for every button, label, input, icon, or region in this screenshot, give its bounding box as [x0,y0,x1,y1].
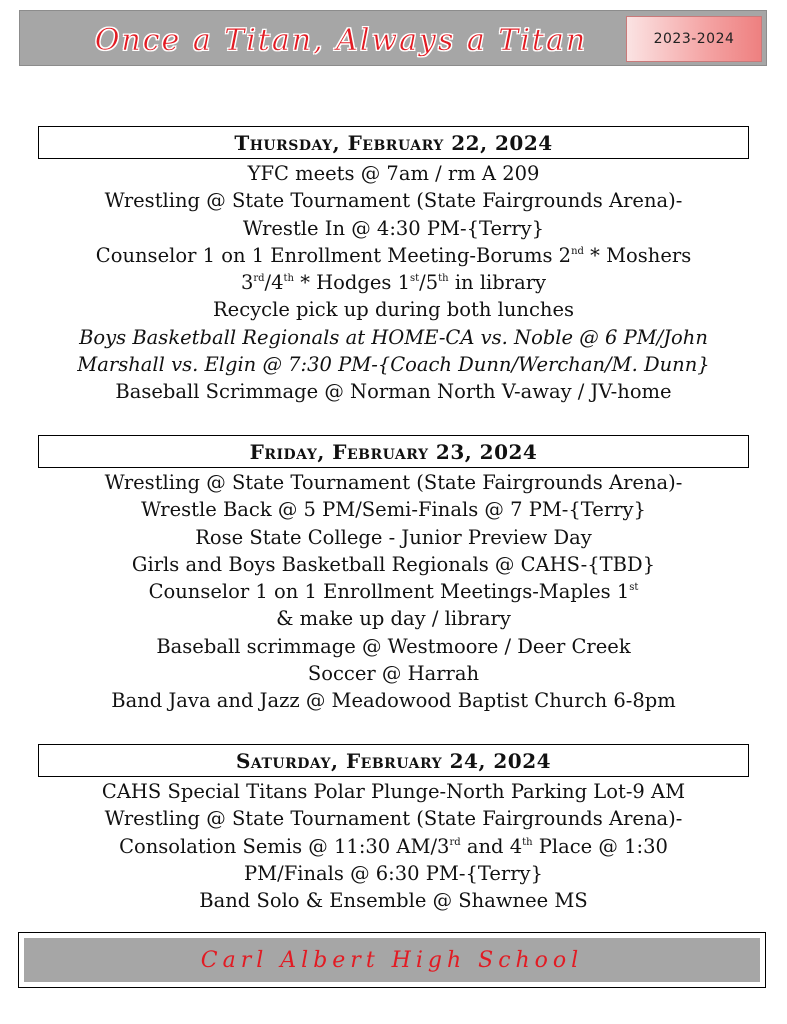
event-text: & make up day / library [276,607,511,631]
event-text: Wrestling @ State Tournament (State Fairgrounds Arena)- [104,471,683,494]
event-line [30,860,757,887]
event-text: Boys Basketball Regionals at HOME-CA vs. Noble @ 6 PM/John [79,325,708,349]
event-line [30,324,757,351]
event-text: Wrestling @ State Tournament (State Fairgrounds Arena)- [104,189,683,213]
day-events-saturday [30,778,757,914]
event-text: * Hodges 1 [294,271,411,295]
event-line [30,578,757,605]
event-text: in library [448,271,547,295]
ordinal-suffix: nd [571,245,584,257]
school-year-badge: 2023-2024 [626,16,762,62]
footer-inner [24,938,760,982]
event-text: PM/Finals @ 6:30 PM-{Terry} [244,861,543,885]
page-title: Once a Titan, Always a Titan [94,23,588,58]
event-text: Wrestle In @ 4:30 PM-{Terry} [242,216,545,240]
event-line [30,215,757,242]
event-text: Soccer @ Harrah [307,662,480,686]
event-line [30,296,757,323]
ordinal-suffix: rd [253,273,265,285]
event-line [30,687,757,714]
event-text: Marshall vs. Elgin @ 7:30 PM-{Coach Dunn/Werchan/M. Dunn} [77,353,710,377]
ordinal-suffix: th [522,836,533,848]
event-text: /4 [264,271,284,295]
event-text: Rose State College - Junior Preview Day [195,525,592,549]
event-text: * Moshers [583,243,692,267]
event-line [30,496,757,523]
event-line [30,551,757,578]
event-line [30,524,757,551]
day-heading-saturday: Saturday, February 24, 2024 [38,744,749,777]
event-line [30,633,757,660]
event-text: Band Java and Jazz @ Meadowood Baptist Church 6-8pm [111,689,676,713]
school-name: Carl Albert High School [200,947,584,973]
event-line [30,805,757,832]
ordinal-suffix: st [629,582,639,594]
day-heading-thursday: Thursday, February 22, 2024 [38,126,749,159]
event-line [30,605,757,632]
event-line [30,269,757,296]
event-line [30,378,757,405]
event-text: CAHS Special Titans Polar Plunge-North Parking Lot-9 AM [101,780,686,803]
event-text: Wrestling @ State Tournament (State Fairgrounds Arena)- [104,807,683,831]
event-line [30,351,757,378]
event-text: Baseball Scrimmage @ Norman North V-away / JV-home [115,380,672,404]
event-text: Girls and Boys Basketball Regionals @ CAHS-{TBD} [131,552,656,576]
event-line [30,833,757,860]
ordinal-suffix: th [283,273,294,285]
event-text: Band Solo & Ensemble @ Shawnee MS [199,889,588,913]
ordinal-suffix: th [438,273,449,285]
day-events-thursday [30,160,757,406]
event-text: /5 [419,271,439,295]
event-text: 3 [240,271,254,295]
event-line [30,778,757,805]
event-line [30,887,757,914]
header-banner [19,10,767,66]
event-text: Place @ 1:30 [532,834,668,858]
event-line [30,660,757,687]
event-text: and 4 [460,834,523,858]
event-text: Counselor 1 on 1 Enrollment Meeting-Borums 2 [95,243,572,267]
day-events-friday [30,469,757,715]
ordinal-suffix: rd [449,836,461,848]
event-text: Wrestle Back @ 5 PM/Semi-Finals @ 7 PM-{Terry} [141,498,646,522]
event-text: YFC meets @ 7am / rm A 209 [247,162,540,185]
ordinal-suffix: st [410,273,420,285]
event-text: Counselor 1 on 1 Enrollment Meetings-Maples 1 [148,580,630,604]
day-heading-friday: Friday, February 23, 2024 [38,435,749,468]
event-text: Recycle pick up during both lunches [213,298,574,322]
event-text: Baseball scrimmage @ Westmoore / Deer Creek [156,634,631,658]
event-line [30,187,757,214]
event-line [30,242,757,269]
footer-banner [18,932,766,988]
event-line [30,469,757,496]
event-line [30,160,757,187]
event-text: Consolation Semis @ 11:30 AM/3 [119,834,450,858]
